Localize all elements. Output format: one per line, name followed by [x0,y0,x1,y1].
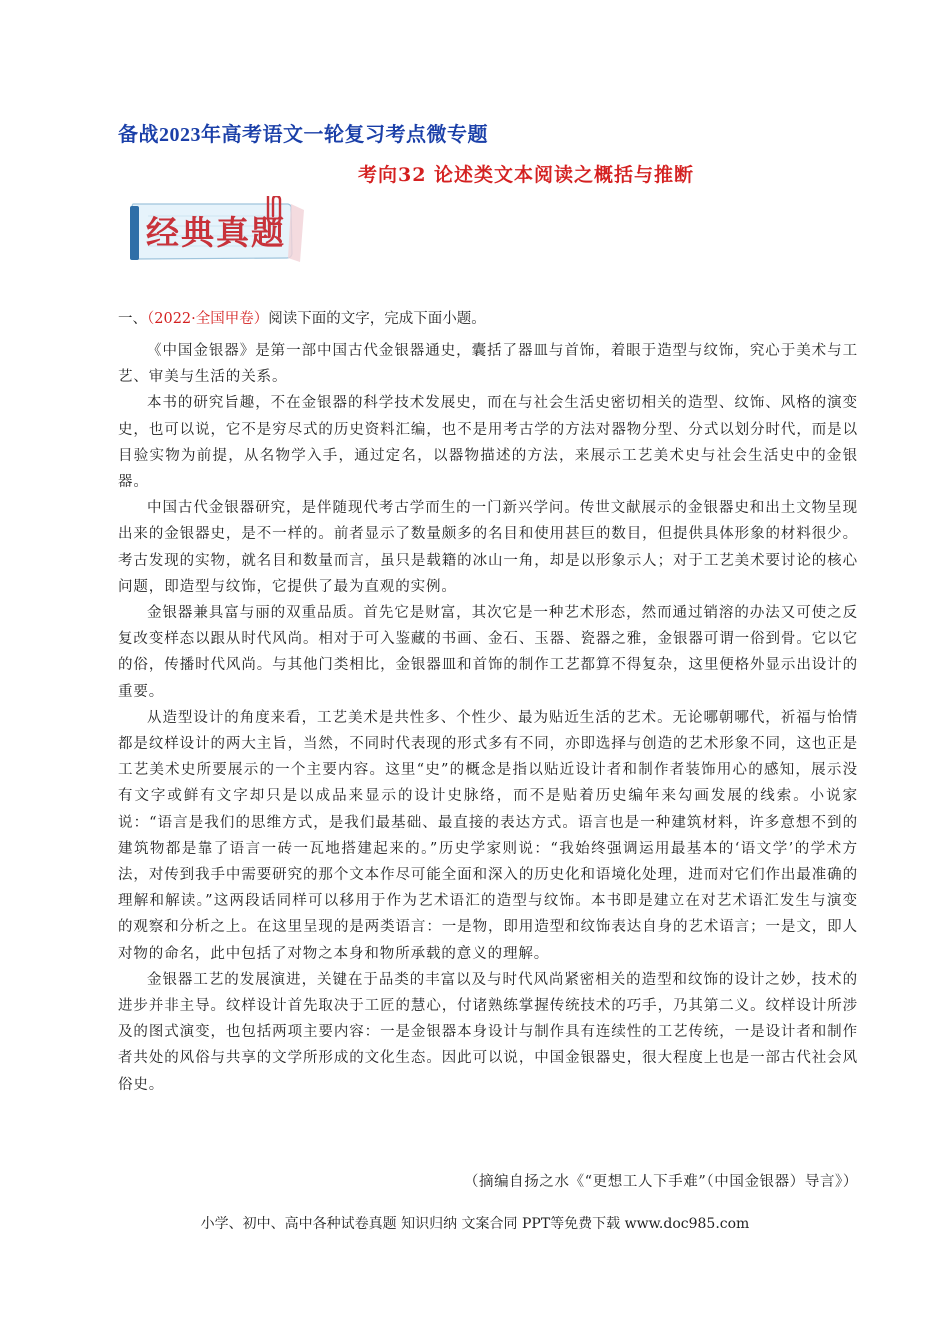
question-header [118,307,486,328]
source-citation: （摘编自扬之水《“更想工人下手难”（中国金银器）导言》） [463,1174,858,1190]
paragraph: 从造型设计的角度来看，工艺美术是共性多、个性少、最为贴近生活的艺术。无论哪朝哪代，祈福与怡情都是纹样设计的两大主旨，当然，不同时代表现的形式多有不同，亦即选择与创造的艺术形象不同，这也正是工艺美术史所要展示的一个主要内容。这里“史”的概念是指以贴近设计者和制作者装饰用心的感知，展示没有文字或鲜有文字却只是以成品来显示的设计史脉络，而不是贴着历史编年来勾画发展的线索。小说家说：“语言是我们的思维方式，是我们最基础、最直接的表达方式。语言也是一种建筑材料，许多意想不到的建筑物都是靠了语言一砖一瓦地搭建起来的。”历史学家则说：“我始终强调运用最基本的‘语文学’的学术方法，对传到我手中需要研究的那个文本作尽可能全面和深入的历史化和语境化处理，进而对它们作出最准确的理解和解读。”这两段话同样可以移用于作为艺术语汇的造型与纹饰。本书即是建立在对艺术语汇发生与演变的观察和分析之上。在这里呈现的是两类语言：一是物，即用造型和纹饰表达自身的艺术语言；一是文，即人对物的命名，此中包括了对物之本身和物所承载的意义的理解。 [118,709,858,962]
question-instruction: 阅读下面的文字，完成下面小题。 [268,311,486,327]
banner-text: 经典真题 [146,213,286,252]
question-number: 一、 [118,311,147,327]
topic-subtitle: 考向32 论述类文本阅读之概括与推断 [358,164,695,186]
classic-questions-banner [128,196,310,266]
reading-passage [118,338,858,1098]
question-source: （2022·全国甲卷） [147,311,269,327]
paragraph: 《中国金银器》是第一部中国古代金银器通史，囊括了器皿与首饰，着眼于造型与纹饰，究心于美术与工艺、审美与生活的关系。 [118,343,858,386]
paragraph: 金银器兼具富与丽的双重品质。首先它是财富，其次它是一种艺术形态，然而通过销溶的办法又可使之反复改变样态以跟从时代风尚。相对于可入鉴藏的书画、金石、玉器、瓷器之雅，金银器可谓一俗到骨。它以它的俗，传播时代风尚。与其他门类相比，金银器皿和首饰的制作工艺都算不得复杂，这里便格外显示出设计的重要。 [118,605,858,700]
paragraph: 金银器工艺的发展演进，关键在于品类的丰富以及与时代风尚紧密相关的造型和纹饰的设计之妙，技术的进步并非主导。纹样设计首先取决于工匠的慧心，付诸熟练掌握传统技术的巧手，乃其第二义。纹样设计所涉及的图式演变，也包括两项主要内容：一是金银器本身设计与制作具有连续性的工艺传统，一是设计者和制作者共处的风俗与共享的文学所形成的文化生态。因此可以说，中国金银器史，很大程度上也是一部古代社会风俗史。 [118,971,858,1093]
paragraph: 中国古代金银器研究，是伴随现代考古学而生的一门新兴学问。传世文献展示的金银器史和出土文物呈现出来的金银器史，是不一样的。前者显示了数量颇多的名目和使用甚巨的数目，但提供具体形象的材料很少。考古发现的实物，就名目和数量而言，虽只是载籍的冰山一角，却是以形象示人；对于工艺美术要讨论的核心问题，即造型与纹饰，它提供了最为直观的实例。 [118,500,858,595]
page-title: 备战2023年高考语文一轮复习考点微专题 [118,124,488,146]
paragraph: 本书的研究旨趣，不在金银器的科学技术发展史，而在与社会生活史密切相关的造型、纹饰、风格的演变史，也可以说，它不是穷尽式的历史资料汇编，也不是用考古学的方法对器物分型、分式以划分时代，而是以目验实物为前提，从名物学入手，通过定名，以器物描述的方法，来展示工艺美术史与社会生活史中的金银器。 [118,395,858,491]
page-footer: 小学、初中、高中各种试卷真题 知识归纳 文案合同 PPT等免费下载 www.doc985.com [200,1216,750,1232]
